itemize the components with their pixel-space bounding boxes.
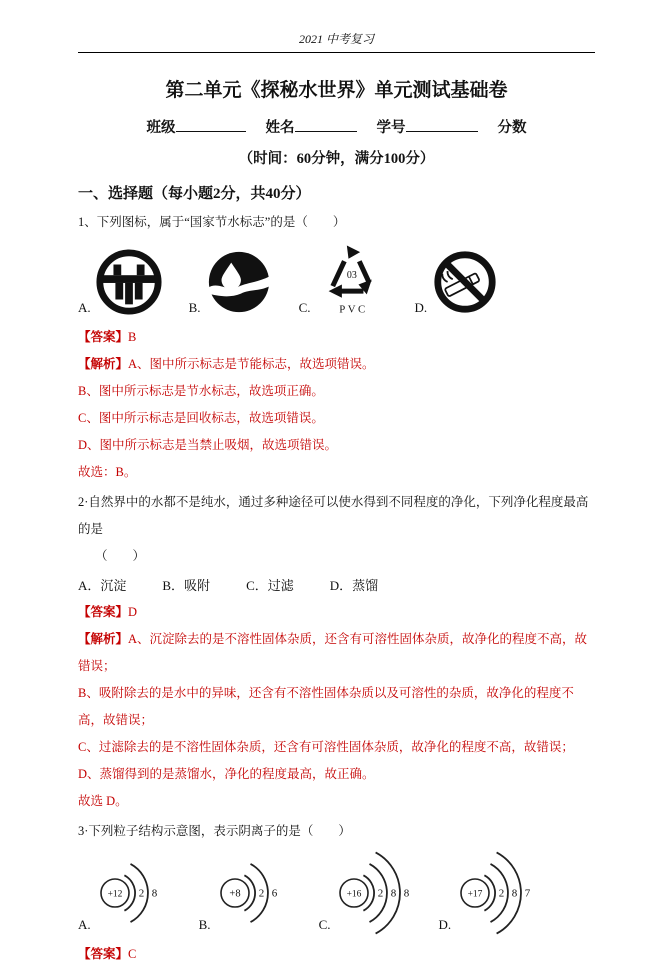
analysis-tag: 【解析】 [78, 632, 129, 646]
q2-option-a: A．沉淀 [78, 578, 127, 593]
q1-option-d [414, 248, 499, 316]
svg-text:+17: +17 [467, 889, 483, 900]
q1-analysis-line-b: B、图中所示标志是节水标志，故选项正确。 [78, 384, 324, 398]
q3-option-b [199, 849, 305, 937]
class-field [147, 116, 246, 137]
q1-analysis-a-text: A、图中所示标志是节能标志，故选项错误。 [128, 357, 375, 371]
q2-options-row [78, 572, 595, 599]
q3-option-a-label: A. [78, 917, 91, 932]
analysis-tag: 【解析】 [78, 357, 129, 371]
q2-conclusion: 故选 D。 [78, 794, 128, 808]
svg-text:6: 6 [271, 887, 277, 900]
svg-text:2: 2 [258, 887, 264, 900]
q2-option-b: B．吸附 [162, 578, 211, 593]
time-info: （时间：60分钟，满分100分） [238, 151, 435, 167]
water-saving-icon [205, 248, 273, 316]
class-blank-line [176, 116, 246, 132]
score-label: 分数 [497, 120, 527, 136]
svg-text:2: 2 [138, 887, 144, 900]
name-label: 姓名 [265, 120, 295, 136]
q1-analysis-line-a [78, 351, 595, 378]
q1-options-row [78, 240, 595, 316]
q1-option-b-label: B. [188, 300, 201, 315]
q1-option-a-label: A. [78, 300, 91, 315]
q3-option-d-label: D. [438, 917, 452, 932]
particle-structure-diagram-b [213, 849, 305, 937]
q1-answer-value: B [128, 330, 137, 344]
id-blank-line [406, 116, 478, 132]
svg-text:7: 7 [524, 887, 531, 900]
q3-stem: 3·下列粒子结构示意图，表示阴离子的是（ ） [78, 824, 351, 838]
q1-analysis-line-d: D、图中所示标志是当禁止吸烟，故选项错误。 [78, 438, 338, 452]
svg-text:8: 8 [391, 887, 397, 900]
q2-analysis-line-a [78, 626, 595, 680]
energy-saving-icon [95, 248, 163, 316]
q1-option-b [189, 248, 273, 316]
particle-structure-diagram-d [453, 849, 545, 937]
q1-conclusion: 故选：B。 [78, 465, 137, 479]
answer-tag: 【答案】 [78, 605, 129, 619]
q3-answer-line [78, 941, 595, 968]
header-text: 2021 中考复习 [298, 32, 374, 46]
recycle-material-text: PVC [339, 303, 369, 316]
svg-text:8: 8 [404, 887, 410, 900]
student-info-row [78, 116, 595, 137]
q2-option-d: D．蒸馏 [329, 578, 379, 593]
q2-analysis-line-c: C、过滤除去的是不溶性固体杂质，还含有可溶性固体杂质，故净化的程度不高，故错误； [78, 740, 574, 754]
recycle-code-text: 03 [347, 269, 358, 281]
score-field [498, 116, 527, 137]
q3-option-a [78, 849, 185, 937]
q1-option-d-label: D. [414, 300, 428, 315]
recycle-pvc-icon [314, 238, 388, 316]
svg-text:2: 2 [498, 887, 505, 900]
q3-options-row [78, 849, 595, 937]
section-heading: 一、选择题（每小题2分，共40分） [78, 186, 311, 202]
q3-option-d [438, 849, 545, 937]
svg-text:+8: +8 [228, 888, 241, 900]
q1-stem: 1、下列图标，属于“国家节水标志”的是（ ） [78, 215, 346, 229]
id-label: 学号 [376, 120, 406, 136]
q1-option-c [299, 238, 389, 316]
name-blank-line [295, 116, 357, 132]
q2-answer-line [78, 599, 595, 626]
answer-tag: 【答案】 [78, 947, 129, 961]
q2-stem-line1: 2·自然界中的水都不是纯水，通过多种途径可以使水得到不同程度的净化，下列净化程度最高的是 [78, 495, 589, 536]
q2-option-c: C．过滤 [246, 578, 294, 593]
q1-analysis-line-c: C、图中所示标志是回收标志，故选项错误。 [78, 411, 324, 425]
q1-answer-line [78, 324, 595, 351]
q1-option-c-label: C. [298, 300, 311, 315]
q3-answer-value: C [128, 947, 137, 961]
svg-text:8: 8 [511, 887, 518, 900]
no-smoking-icon [431, 248, 499, 316]
svg-text:2: 2 [378, 887, 384, 900]
q2-answer-value: D [128, 605, 138, 619]
particle-structure-diagram-c [332, 849, 424, 937]
q1-option-a [78, 248, 163, 316]
class-label: 班级 [146, 120, 176, 136]
q3-option-c-label: C. [318, 917, 331, 932]
id-field [377, 116, 478, 137]
particle-structure-diagram-a [93, 849, 185, 937]
answer-tag: 【答案】 [78, 330, 129, 344]
q2-analysis-line-d: D、蒸馏得到的是蒸馏水，净化的程度最高，故正确。 [78, 767, 375, 781]
page-title: 第二单元《探秘水世界》单元测试基础卷 [165, 80, 508, 101]
name-field [266, 116, 357, 137]
svg-text:+12: +12 [107, 889, 123, 900]
q2-stem-line2: （ ） [95, 549, 146, 563]
q3-option-c [319, 849, 425, 937]
svg-text:+16: +16 [347, 889, 362, 900]
q2-analysis-a-text: A、沉淀除去的是不溶性固体杂质，还含有可溶性固体杂质，故净化的程度不高，故错误； [78, 632, 588, 673]
q2-stem [78, 489, 595, 570]
document-header [78, 30, 595, 53]
q2-analysis-line-b: B、吸附除去的是水中的异味，还含有不溶性固体杂质以及可溶性的杂质，故净化的程度不高，故错误； [78, 686, 574, 727]
svg-text:8: 8 [151, 887, 157, 900]
q3-option-b-label: B. [198, 917, 211, 932]
